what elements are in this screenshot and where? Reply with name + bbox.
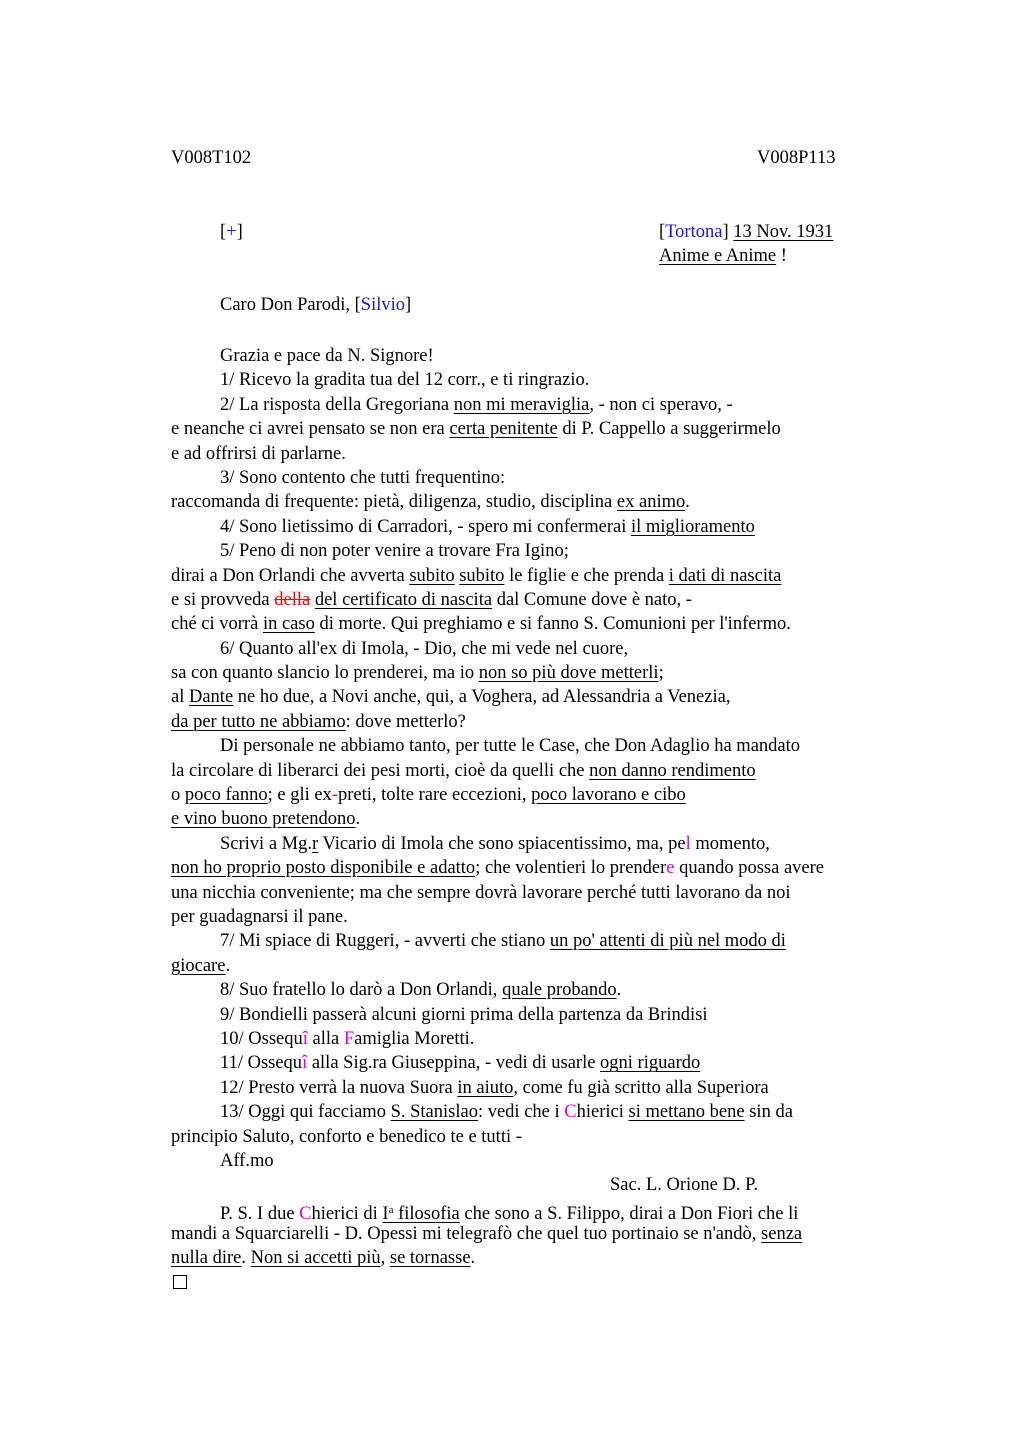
document-code-left: V008T102	[171, 148, 252, 168]
text-line: 8/ Suo fratello lo darò a Don Orlandi, quale probando.	[220, 980, 622, 1001]
letter-date: 13 Nov. 1931	[733, 222, 834, 242]
text-line: 10/ Ossequî alla Famiglia Moretti.	[220, 1028, 475, 1049]
signature: Sac. L. Orione D. P.	[610, 1175, 758, 1196]
text-line: 3/ Sono contento che tutti frequentino:	[220, 467, 506, 488]
text-line: sa con quanto slancio lo prenderei, ma io non so più dove metterli;	[171, 663, 664, 684]
text-line: 6/ Quanto all'ex di Imola, - Dio, che mi vede nel cuore,	[220, 638, 629, 659]
text-line: principio Saluto, conforto e benedico te e tutti -	[171, 1126, 522, 1147]
text-line: 9/ Bondielli passerà alcuni giorni prima della partenza da Brindisi	[220, 1004, 708, 1025]
text-line: Di personale ne abbiamo tanto, per tutte le Case, che Don Adaglio ha mandato	[220, 736, 801, 757]
postscript-line: nulla dire. Non si accetti più, se tornasse.	[171, 1248, 476, 1269]
postscript-line: mandi a Squarciarelli - D. Opessi mi telegrafò che quel tuo portinaio se n'andò, senza	[171, 1224, 803, 1245]
text-line: 7/ Mi spiace di Ruggeri, - avverti che stiano un po' attenti di più nel modo di	[220, 931, 786, 952]
text-line: giocare.	[171, 955, 231, 976]
text-line: 4/ Sono lietissimo di Carradori, - spero mi confermerai il miglioramento	[220, 516, 755, 537]
text-line: la circolare di liberarci dei pesi morti, cioè da quelli che non danno rendimento	[171, 760, 756, 781]
letter-body	[171, 344, 931, 1295]
text-line: dirai a Don Orlandi che avverta subito subito le figlie e che prenda i dati di nascita	[171, 565, 782, 586]
postscript-line: P. S. I due Chierici di $I^a$ filosofia che sono a S. Filippo, dirai a Don Fiori che li	[220, 1203, 799, 1224]
text-line: 11/ Ossequî alla Sig.ra Giuseppina, - vedi di usarle ogni riguardo	[220, 1053, 701, 1074]
document-code-right: V008P113	[757, 148, 836, 168]
text-line: per guadagnarsi il pane.	[171, 906, 348, 927]
place-name: Tortona	[665, 222, 723, 242]
text-line: e si provveda della del certificato di nascita dal Comune dove è nato, -	[171, 589, 692, 610]
end-mark	[171, 1271, 931, 1295]
salutation: Caro Don Parodi, [Silvio]	[220, 295, 412, 315]
text-line: 13/ Oggi qui facciamo S. Stanislao: vedi che i Chierici si mettano bene sin da	[220, 1102, 793, 1123]
place-date-line: [Tortona] 13 Nov. 1931	[659, 222, 834, 242]
recipient-name: Silvio	[360, 295, 406, 315]
text-line: da per tutto ne abbiamo: dove metterlo?	[171, 711, 466, 732]
motto-line: Anime e Anime !	[659, 246, 787, 266]
text-line: ché ci vorrà in caso di morte. Qui preghiamo e si fanno S. Comunioni per l'infermo.	[171, 614, 791, 635]
text-line: o poco fanno; e gli ex-preti, tolte rare eccezioni, poco lavorano e cibo	[171, 785, 686, 806]
text-line: raccomanda di frequente: pietà, diligenza, studio, disciplina ex animo.	[171, 492, 690, 513]
text-line: 2/ La risposta della Gregoriana non mi meraviglia, - non ci speravo, -	[220, 394, 733, 415]
deleted-word: della	[274, 589, 311, 610]
text-line: una nicchia conveniente; ma che sempre dovrà lavorare perché tutti lavorano da noi	[171, 882, 791, 903]
cross-mark: [+]	[220, 222, 243, 242]
text-line: 12/ Presto verrà la nuova Suora in aiuto, come fu già scritto alla Superiora	[220, 1077, 769, 1098]
text-line: e vino buono pretendono.	[171, 809, 361, 830]
text-line: Scrivi a Mg.r Vicario di Imola che sono spiacentissimo, ma, pel momento,	[220, 833, 770, 854]
text-line: non ho proprio posto disponibile e adatto; che volentieri lo prendere quando possa avere	[171, 858, 824, 879]
end-square-icon	[173, 1275, 187, 1289]
text-line: 5/ Peno di non poter venire a trovare Fra Igino;	[220, 541, 569, 562]
text-line: 1/ Ricevo la gradita tua del 12 corr., e ti ringrazio.	[220, 370, 590, 391]
text-line: al Dante ne ho due, a Novi anche, qui, a Voghera, ad Alessandria a Venezia,	[171, 687, 731, 708]
closing: Aff.mo	[220, 1150, 274, 1171]
text-line: Grazia e pace da N. Signore!	[220, 346, 434, 366]
text-line: e ad offrirsi di parlarne.	[171, 443, 346, 464]
text-line: e neanche ci avrei pensato se non era certa penitente di P. Cappello a suggerirmelo	[171, 419, 781, 440]
